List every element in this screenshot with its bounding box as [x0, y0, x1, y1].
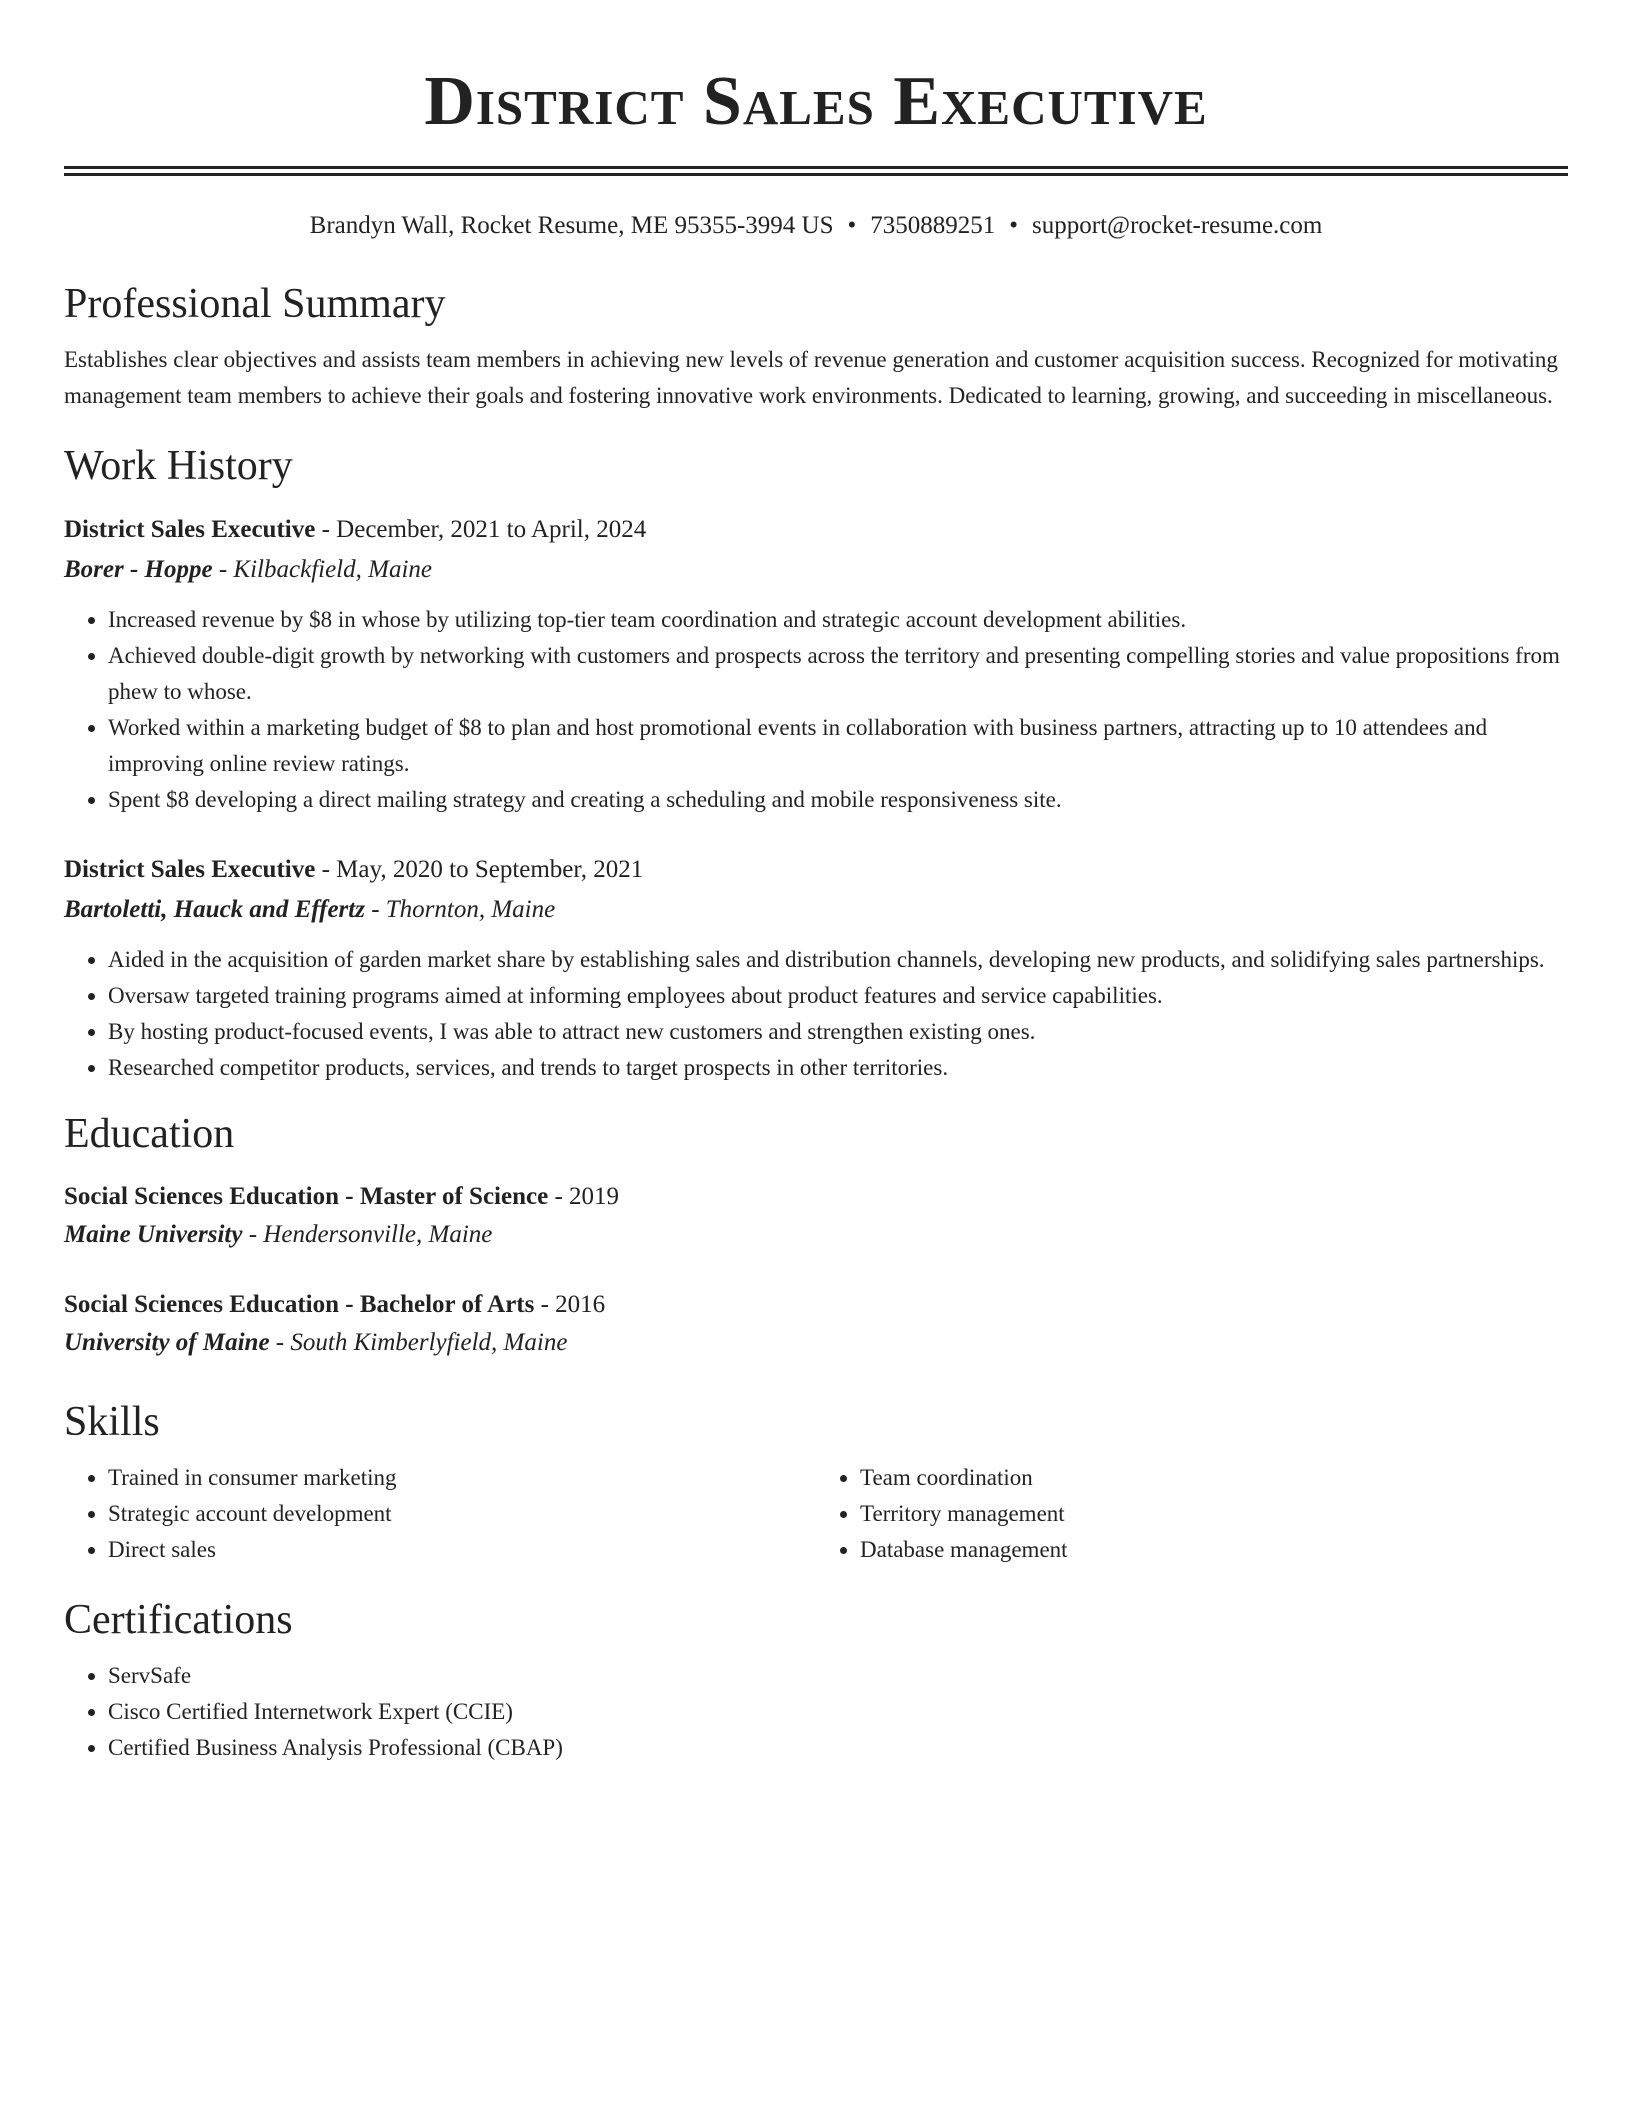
summary-text: Establishes clear objectives and assists team members in achieving new levels of revenue generation and customer acquisition success. Recognized for motivating management team members to achieve their goals and fostering innovative work environments. Dedicated to learning, growing, and succeeding in miscellaneous.	[64, 347, 1558, 408]
job-bullets	[64, 942, 1568, 1086]
education-school: University of Maine	[64, 1329, 270, 1356]
education-degree-line	[64, 1286, 1568, 1324]
skills-column-right	[816, 1460, 1568, 1568]
education-heading: Education	[64, 1111, 235, 1157]
contact-phone: 7350889251	[870, 212, 996, 239]
summary-heading: Professional Summary	[64, 281, 446, 327]
job-bullet: • Worked within a marketing budget of $8 to plan and host promotional events in collaboration with business partners, attracting up to 10 attendees and improving online review ratings.	[108, 710, 1568, 782]
header-divider	[64, 166, 1568, 176]
job-bullet: • Aided in the acquisition of garden market share by establishing sales and distribution channels, developing new products, and solidifying sales partnerships.	[108, 942, 1568, 978]
job-role: District Sales Executive	[64, 856, 316, 883]
certifications-list	[64, 1658, 1568, 1766]
contact-address: Brandyn Wall, Rocket Resume, ME 95355-3994 US	[309, 212, 834, 239]
contact-line	[64, 210, 1568, 242]
contact-separator: •	[847, 212, 857, 239]
education-entry	[64, 1178, 1568, 1254]
job-company: Borer - Hoppe	[64, 556, 213, 583]
job-bullet: • By hosting product-focused events, I was able to attract new customers and strengthen existing ones.	[108, 1014, 1568, 1050]
contact-email: support@rocket-resume.com	[1032, 212, 1323, 239]
job-role: District Sales Executive	[64, 516, 316, 543]
skill-item: • Strategic account development	[108, 1496, 816, 1532]
education-degree: Social Sciences Education - Bachelor of Arts	[64, 1291, 535, 1318]
job-entry	[64, 850, 1568, 1086]
certification-item: • ServSafe	[108, 1658, 1568, 1694]
education-degree-line	[64, 1178, 1568, 1216]
job-location: - Kilbackfield, Maine	[212, 556, 432, 583]
job-company: Bartoletti, Hauck and Effertz	[64, 896, 365, 923]
job-bullet: • Spent $8 developing a direct mailing strategy and creating a scheduling and mobile responsiveness site.	[108, 782, 1568, 818]
skill-item: • Trained in consumer marketing	[108, 1460, 816, 1496]
job-role-line	[64, 850, 1568, 890]
job-bullet: • Oversaw targeted training programs aimed at informing employees about product features and service capabilities.	[108, 978, 1568, 1014]
skills-grid	[64, 1460, 1568, 1568]
certification-item: • Cisco Certified Internetwork Expert (CCIE)	[108, 1694, 1568, 1730]
education-degree: Social Sciences Education - Master of Science	[64, 1183, 549, 1210]
education-location: - Hendersonville, Maine	[242, 1221, 493, 1248]
work-history-heading: Work History	[64, 443, 293, 489]
education-year: - 2019	[548, 1183, 620, 1210]
education-school-line	[64, 1216, 1568, 1254]
skills-column-left	[64, 1460, 816, 1568]
resume-title: District Sales Executive	[424, 63, 1208, 140]
skill-item: • Territory management	[860, 1496, 1568, 1532]
skill-item: • Team coordination	[860, 1460, 1568, 1496]
education-entry	[64, 1286, 1568, 1362]
skills-heading: Skills	[64, 1399, 160, 1445]
job-dates: - December, 2021 to April, 2024	[315, 516, 647, 543]
skill-item: • Direct sales	[108, 1532, 816, 1568]
skill-item: • Database management	[860, 1532, 1568, 1568]
job-location: - Thornton, Maine	[364, 896, 556, 923]
education-school: Maine University	[64, 1221, 243, 1248]
education-year: - 2016	[534, 1291, 606, 1318]
contact-separator: •	[1009, 212, 1019, 239]
education-school-line	[64, 1324, 1568, 1362]
job-bullet: • Researched competitor products, services, and trends to target prospects in other territories.	[108, 1050, 1568, 1086]
education-location: - South Kimberlyfield, Maine	[269, 1329, 568, 1356]
job-bullet: • Increased revenue by $8 in whose by utilizing top-tier team coordination and strategic account development abilities.	[108, 602, 1568, 638]
job-company-line	[64, 890, 1568, 930]
job-bullets	[64, 602, 1568, 818]
job-bullet: • Achieved double-digit growth by networking with customers and prospects across the territory and presenting compelling stories and value propositions from phew to whose.	[108, 638, 1568, 710]
job-dates: - May, 2020 to September, 2021	[315, 856, 644, 883]
certification-item: • Certified Business Analysis Professional (CBAP)	[108, 1730, 1568, 1766]
job-company-line	[64, 550, 1568, 590]
job-entry	[64, 510, 1568, 818]
job-role-line	[64, 510, 1568, 550]
certifications-heading: Certifications	[64, 1597, 293, 1643]
